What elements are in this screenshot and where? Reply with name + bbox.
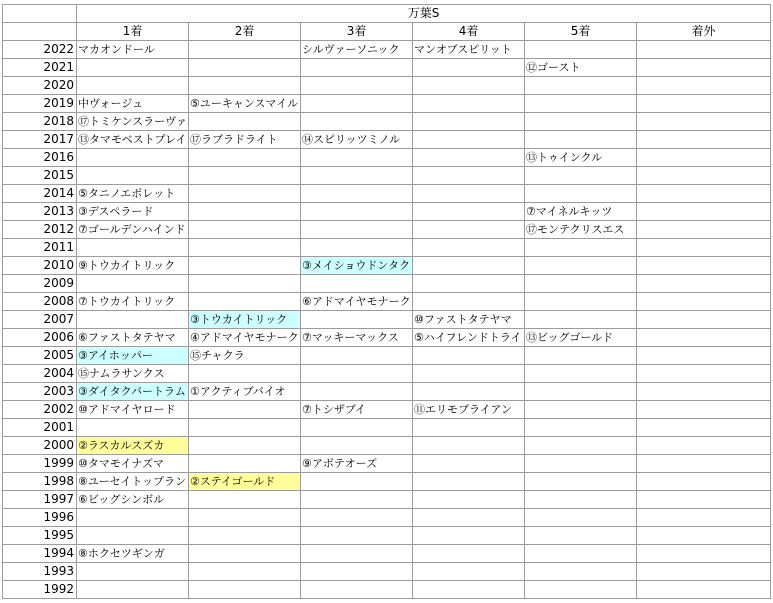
year-cell[interactable]: 1994 xyxy=(3,545,77,563)
cell-5th[interactable] xyxy=(525,491,637,509)
header-2nd[interactable]: 2着 xyxy=(189,23,301,41)
table-row xyxy=(3,185,771,203)
cell-2nd[interactable] xyxy=(189,203,301,221)
cell-1st[interactable]: ⑨トウカイトリック xyxy=(77,257,189,275)
cell-5th[interactable]: ⑬ビッグゴールド xyxy=(525,329,637,347)
cell-2nd[interactable] xyxy=(189,257,301,275)
table-row xyxy=(3,491,771,509)
cell-4th[interactable] xyxy=(413,473,525,491)
cell-5th[interactable] xyxy=(525,401,637,419)
cell-2nd[interactable] xyxy=(189,59,301,77)
cell-3rd[interactable] xyxy=(301,239,413,257)
table-row xyxy=(3,203,771,221)
cell-unplaced[interactable] xyxy=(637,239,771,257)
cell-1st[interactable]: ③アイホッパー xyxy=(77,347,189,365)
cell-4th[interactable] xyxy=(413,509,525,527)
cell-5th[interactable] xyxy=(525,77,637,95)
cell-unplaced[interactable] xyxy=(637,473,771,491)
cell-5th[interactable] xyxy=(525,311,637,329)
cell-1st[interactable]: ⑩アドマイヤロード xyxy=(77,401,189,419)
cell-5th[interactable] xyxy=(525,365,637,383)
year-cell[interactable]: 2022 xyxy=(3,41,77,59)
cell-1st[interactable] xyxy=(77,581,189,599)
cell-2nd[interactable] xyxy=(189,419,301,437)
cell-4th[interactable] xyxy=(413,113,525,131)
cell-3rd[interactable]: ⑨アボテオーズ xyxy=(301,455,413,473)
cell-1st[interactable] xyxy=(77,167,189,185)
cell-3rd[interactable] xyxy=(301,563,413,581)
cell-3rd[interactable] xyxy=(301,167,413,185)
year-cell[interactable]: 2005 xyxy=(3,347,77,365)
cell-2nd[interactable]: ②ステイゴールド xyxy=(189,473,301,491)
table-row xyxy=(3,419,771,437)
cell-2nd[interactable] xyxy=(189,77,301,95)
year-cell[interactable]: 1992 xyxy=(3,581,77,599)
cell-2nd[interactable] xyxy=(189,455,301,473)
table-row xyxy=(3,563,771,581)
cell-1st[interactable]: ⑥ファストタテヤマ xyxy=(77,329,189,347)
year-cell[interactable]: 2003 xyxy=(3,383,77,401)
cell-2nd[interactable] xyxy=(189,239,301,257)
cell-5th[interactable] xyxy=(525,41,637,59)
table-row xyxy=(3,509,771,527)
cell-4th[interactable] xyxy=(413,545,525,563)
cell-3rd[interactable] xyxy=(301,527,413,545)
cell-1st[interactable] xyxy=(77,275,189,293)
results-sheet xyxy=(2,4,771,599)
cell-4th[interactable] xyxy=(413,131,525,149)
year-cell[interactable]: 1997 xyxy=(3,491,77,509)
cell-2nd[interactable]: ⑤ユーキャンスマイル xyxy=(189,95,301,113)
cell-2nd[interactable] xyxy=(189,509,301,527)
table-row xyxy=(3,401,771,419)
cell-unplaced[interactable] xyxy=(637,455,771,473)
cell-unplaced[interactable] xyxy=(637,185,771,203)
cell-1st[interactable]: ②ラスカルスズカ xyxy=(77,437,189,455)
cell-2nd[interactable]: ④アドマイヤモナーク xyxy=(189,329,301,347)
cell-unplaced[interactable] xyxy=(637,563,771,581)
cell-1st[interactable]: ⑦ゴールデンハインド xyxy=(77,221,189,239)
cell-2nd[interactable] xyxy=(189,293,301,311)
year-cell[interactable]: 2001 xyxy=(3,419,77,437)
cell-1st[interactable]: ⑰トミケンスラーヴァ xyxy=(77,113,189,131)
year-cell[interactable]: 2014 xyxy=(3,185,77,203)
table-row xyxy=(3,59,771,77)
cell-4th[interactable] xyxy=(413,239,525,257)
cell-4th[interactable] xyxy=(413,347,525,365)
year-cell[interactable]: 1999 xyxy=(3,455,77,473)
cell-3rd[interactable] xyxy=(301,95,413,113)
cell-unplaced[interactable] xyxy=(637,95,771,113)
cell-2nd[interactable] xyxy=(189,401,301,419)
table-row xyxy=(3,329,771,347)
cell-2nd[interactable] xyxy=(189,563,301,581)
cell-2nd[interactable] xyxy=(189,437,301,455)
cell-2nd[interactable] xyxy=(189,365,301,383)
year-cell[interactable]: 2008 xyxy=(3,293,77,311)
cell-unplaced[interactable] xyxy=(637,311,771,329)
cell-unplaced[interactable] xyxy=(637,77,771,95)
cell-5th[interactable] xyxy=(525,455,637,473)
table-row xyxy=(3,149,771,167)
year-cell[interactable]: 1998 xyxy=(3,473,77,491)
table-row xyxy=(3,113,771,131)
cell-4th[interactable] xyxy=(413,563,525,581)
cell-1st[interactable] xyxy=(77,563,189,581)
cell-4th[interactable] xyxy=(413,527,525,545)
cell-1st[interactable] xyxy=(77,419,189,437)
table-row xyxy=(3,311,771,329)
cell-unplaced[interactable] xyxy=(637,365,771,383)
cell-2nd[interactable]: ③トウカイトリック xyxy=(189,311,301,329)
cell-5th[interactable] xyxy=(525,527,637,545)
cell-4th[interactable] xyxy=(413,365,525,383)
cell-3rd[interactable]: ⑭スピリッツミノル xyxy=(301,131,413,149)
table-row xyxy=(3,221,771,239)
cell-5th[interactable] xyxy=(525,581,637,599)
cell-5th[interactable]: ⑦マイネルキッツ xyxy=(525,203,637,221)
cell-2nd[interactable] xyxy=(189,167,301,185)
cell-5th[interactable] xyxy=(525,275,637,293)
year-cell[interactable]: 2015 xyxy=(3,167,77,185)
cell-5th[interactable] xyxy=(525,239,637,257)
cell-3rd[interactable] xyxy=(301,581,413,599)
cell-4th[interactable]: マンオブスピリット xyxy=(413,41,525,59)
cell-3rd[interactable]: ③メイショウドンタク xyxy=(301,257,413,275)
cell-2nd[interactable] xyxy=(189,491,301,509)
cell-4th[interactable]: ⑩ファストタテヤマ xyxy=(413,311,525,329)
race-title[interactable]: 万葉S xyxy=(77,5,771,23)
cell-5th[interactable]: ⑫ゴースト xyxy=(525,59,637,77)
table-row xyxy=(3,455,771,473)
cell-unplaced[interactable] xyxy=(637,437,771,455)
cell-2nd[interactable] xyxy=(189,41,301,59)
cell-4th[interactable] xyxy=(413,455,525,473)
cell-5th[interactable] xyxy=(525,563,637,581)
cell-3rd[interactable] xyxy=(301,383,413,401)
cell-unplaced[interactable] xyxy=(637,329,771,347)
header-3rd[interactable]: 3着 xyxy=(301,23,413,41)
cell-unplaced[interactable] xyxy=(637,383,771,401)
cell-5th[interactable] xyxy=(525,509,637,527)
cell-2nd[interactable] xyxy=(189,581,301,599)
cell-4th[interactable] xyxy=(413,167,525,185)
cell-5th[interactable] xyxy=(525,473,637,491)
year-cell[interactable]: 2017 xyxy=(3,131,77,149)
year-cell[interactable]: 2009 xyxy=(3,275,77,293)
table-row xyxy=(3,275,771,293)
cell-1st[interactable]: 中ヴォージュ xyxy=(77,95,189,113)
table-row xyxy=(3,167,771,185)
cell-5th[interactable] xyxy=(525,113,637,131)
cell-1st[interactable]: ⑬タマモベストプレイ xyxy=(77,131,189,149)
header-4th[interactable]: 4着 xyxy=(413,23,525,41)
cell-2nd[interactable]: ⑰ラブラドライト xyxy=(189,131,301,149)
cell-1st[interactable]: ⑧ユーセイトップラン xyxy=(77,473,189,491)
cell-unplaced[interactable] xyxy=(637,149,771,167)
cell-1st[interactable] xyxy=(77,311,189,329)
cell-4th[interactable] xyxy=(413,275,525,293)
cell-unplaced[interactable] xyxy=(637,131,771,149)
table-row xyxy=(3,239,771,257)
table-row xyxy=(3,581,771,599)
cell-unplaced[interactable] xyxy=(637,257,771,275)
cell-4th[interactable]: ⑪エリモブライアン xyxy=(413,401,525,419)
cell-unplaced[interactable] xyxy=(637,59,771,77)
cell-2nd[interactable] xyxy=(189,221,301,239)
cell-1st[interactable] xyxy=(77,527,189,545)
table-row xyxy=(3,545,771,563)
cell-unplaced[interactable] xyxy=(637,401,771,419)
cell-4th[interactable] xyxy=(413,491,525,509)
table-row xyxy=(3,257,771,275)
cell-unplaced[interactable] xyxy=(637,527,771,545)
header-row xyxy=(3,23,771,41)
cell-2nd[interactable]: ①アクティブバイオ xyxy=(189,383,301,401)
cell-2nd[interactable]: ⑮チャクラ xyxy=(189,347,301,365)
cell-1st[interactable] xyxy=(77,149,189,167)
cell-3rd[interactable]: ⑦トシザブイ xyxy=(301,401,413,419)
cell-unplaced[interactable] xyxy=(637,113,771,131)
table-row xyxy=(3,347,771,365)
cell-3rd[interactable]: シルヴァーソニック xyxy=(301,41,413,59)
table-row xyxy=(3,365,771,383)
year-cell[interactable]: 2000 xyxy=(3,437,77,455)
table-row xyxy=(3,41,771,59)
cell-5th[interactable] xyxy=(525,419,637,437)
cell-unplaced[interactable] xyxy=(637,545,771,563)
cell-5th[interactable] xyxy=(525,167,637,185)
cell-4th[interactable] xyxy=(413,257,525,275)
cell-4th[interactable] xyxy=(413,149,525,167)
cell-2nd[interactable] xyxy=(189,527,301,545)
cell-1st[interactable] xyxy=(77,59,189,77)
cell-3rd[interactable] xyxy=(301,149,413,167)
cell-2nd[interactable] xyxy=(189,275,301,293)
cell-3rd[interactable] xyxy=(301,311,413,329)
cell-3rd[interactable] xyxy=(301,473,413,491)
header-unplaced[interactable]: 着外 xyxy=(637,23,771,41)
cell-1st[interactable]: ⑤タニノエポレット xyxy=(77,185,189,203)
cell-3rd[interactable] xyxy=(301,437,413,455)
cell-unplaced[interactable] xyxy=(637,41,771,59)
cell-4th[interactable] xyxy=(413,203,525,221)
cell-2nd[interactable] xyxy=(189,545,301,563)
cell-unplaced[interactable] xyxy=(637,347,771,365)
cell-4th[interactable] xyxy=(413,383,525,401)
cell-unplaced[interactable] xyxy=(637,581,771,599)
cell-5th[interactable] xyxy=(525,383,637,401)
cell-1st[interactable]: ⑦トウカイトリック xyxy=(77,293,189,311)
cell-4th[interactable] xyxy=(413,293,525,311)
cell-3rd[interactable] xyxy=(301,221,413,239)
cell-4th[interactable] xyxy=(413,59,525,77)
year-cell[interactable]: 2007 xyxy=(3,311,77,329)
cell-1st[interactable]: ⑥ビッグシンボル xyxy=(77,491,189,509)
table-row xyxy=(3,131,771,149)
year-cell[interactable]: 2002 xyxy=(3,401,77,419)
cell-3rd[interactable] xyxy=(301,59,413,77)
header-1st[interactable]: 1着 xyxy=(77,23,189,41)
cell-4th[interactable] xyxy=(413,95,525,113)
header-corner-cell[interactable] xyxy=(3,23,77,41)
cell-1st[interactable]: ⑩タマモイナズマ xyxy=(77,455,189,473)
cell-1st[interactable]: ⑧ホクセツギンガ xyxy=(77,545,189,563)
table-row xyxy=(3,383,771,401)
cell-1st[interactable] xyxy=(77,239,189,257)
table-row xyxy=(3,437,771,455)
cell-1st[interactable]: マカオンドール xyxy=(77,41,189,59)
cell-unplaced[interactable] xyxy=(637,491,771,509)
cell-1st[interactable]: ③ダイタクバートラム xyxy=(77,383,189,401)
title-row xyxy=(3,5,771,23)
year-cell[interactable]: 2021 xyxy=(3,59,77,77)
year-cell[interactable]: 2016 xyxy=(3,149,77,167)
cell-2nd[interactable] xyxy=(189,185,301,203)
cell-3rd[interactable] xyxy=(301,491,413,509)
cell-5th[interactable] xyxy=(525,257,637,275)
cell-3rd[interactable] xyxy=(301,113,413,131)
cell-4th[interactable] xyxy=(413,185,525,203)
cell-3rd[interactable] xyxy=(301,365,413,383)
year-cell[interactable]: 2019 xyxy=(3,95,77,113)
year-cell[interactable]: 2006 xyxy=(3,329,77,347)
cell-3rd[interactable]: ⑥アドマイヤモナーク xyxy=(301,293,413,311)
cell-2nd[interactable] xyxy=(189,149,301,167)
cell-1st[interactable] xyxy=(77,509,189,527)
cell-3rd[interactable] xyxy=(301,347,413,365)
header-5th[interactable]: 5着 xyxy=(525,23,637,41)
cell-4th[interactable] xyxy=(413,437,525,455)
table-row xyxy=(3,95,771,113)
cell-3rd[interactable] xyxy=(301,509,413,527)
cell-1st[interactable] xyxy=(77,77,189,95)
year-cell[interactable]: 1996 xyxy=(3,509,77,527)
table-row xyxy=(3,293,771,311)
cell-1st[interactable]: ⑮ナムラサンクス xyxy=(77,365,189,383)
cell-unplaced[interactable] xyxy=(637,419,771,437)
year-cell[interactable]: 2010 xyxy=(3,257,77,275)
cell-3rd[interactable] xyxy=(301,77,413,95)
cell-4th[interactable] xyxy=(413,581,525,599)
year-cell[interactable]: 2013 xyxy=(3,203,77,221)
cell-5th[interactable] xyxy=(525,185,637,203)
cell-5th[interactable] xyxy=(525,437,637,455)
corner-cell[interactable] xyxy=(3,5,77,23)
year-cell[interactable]: 2012 xyxy=(3,221,77,239)
cell-5th[interactable] xyxy=(525,131,637,149)
cell-3rd[interactable] xyxy=(301,545,413,563)
results-table xyxy=(2,4,771,599)
cell-unplaced[interactable] xyxy=(637,167,771,185)
cell-4th[interactable] xyxy=(413,419,525,437)
cell-5th[interactable] xyxy=(525,293,637,311)
table-row xyxy=(3,77,771,95)
table-row xyxy=(3,473,771,491)
cell-3rd[interactable] xyxy=(301,275,413,293)
cell-3rd[interactable]: ⑦マッキーマックス xyxy=(301,329,413,347)
cell-3rd[interactable] xyxy=(301,185,413,203)
cell-4th[interactable] xyxy=(413,77,525,95)
cell-1st[interactable]: ③デスペラード xyxy=(77,203,189,221)
year-cell[interactable]: 2011 xyxy=(3,239,77,257)
cell-unplaced[interactable] xyxy=(637,203,771,221)
year-cell[interactable]: 1993 xyxy=(3,563,77,581)
cell-4th[interactable]: ⑤ハイフレンドトライ xyxy=(413,329,525,347)
cell-5th[interactable]: ⑬トゥインクル xyxy=(525,149,637,167)
cell-5th[interactable] xyxy=(525,545,637,563)
cell-unplaced[interactable] xyxy=(637,509,771,527)
cell-3rd[interactable] xyxy=(301,419,413,437)
year-cell[interactable]: 2020 xyxy=(3,77,77,95)
year-cell[interactable]: 2004 xyxy=(3,365,77,383)
year-cell[interactable]: 2018 xyxy=(3,113,77,131)
cell-unplaced[interactable] xyxy=(637,221,771,239)
cell-5th[interactable] xyxy=(525,95,637,113)
table-row xyxy=(3,527,771,545)
year-cell[interactable]: 1995 xyxy=(3,527,77,545)
cell-5th[interactable]: ⑰モンテクリスエス xyxy=(525,221,637,239)
cell-5th[interactable] xyxy=(525,347,637,365)
cell-2nd[interactable] xyxy=(189,113,301,131)
cell-unplaced[interactable] xyxy=(637,293,771,311)
cell-unplaced[interactable] xyxy=(637,275,771,293)
cell-3rd[interactable] xyxy=(301,203,413,221)
cell-4th[interactable] xyxy=(413,221,525,239)
